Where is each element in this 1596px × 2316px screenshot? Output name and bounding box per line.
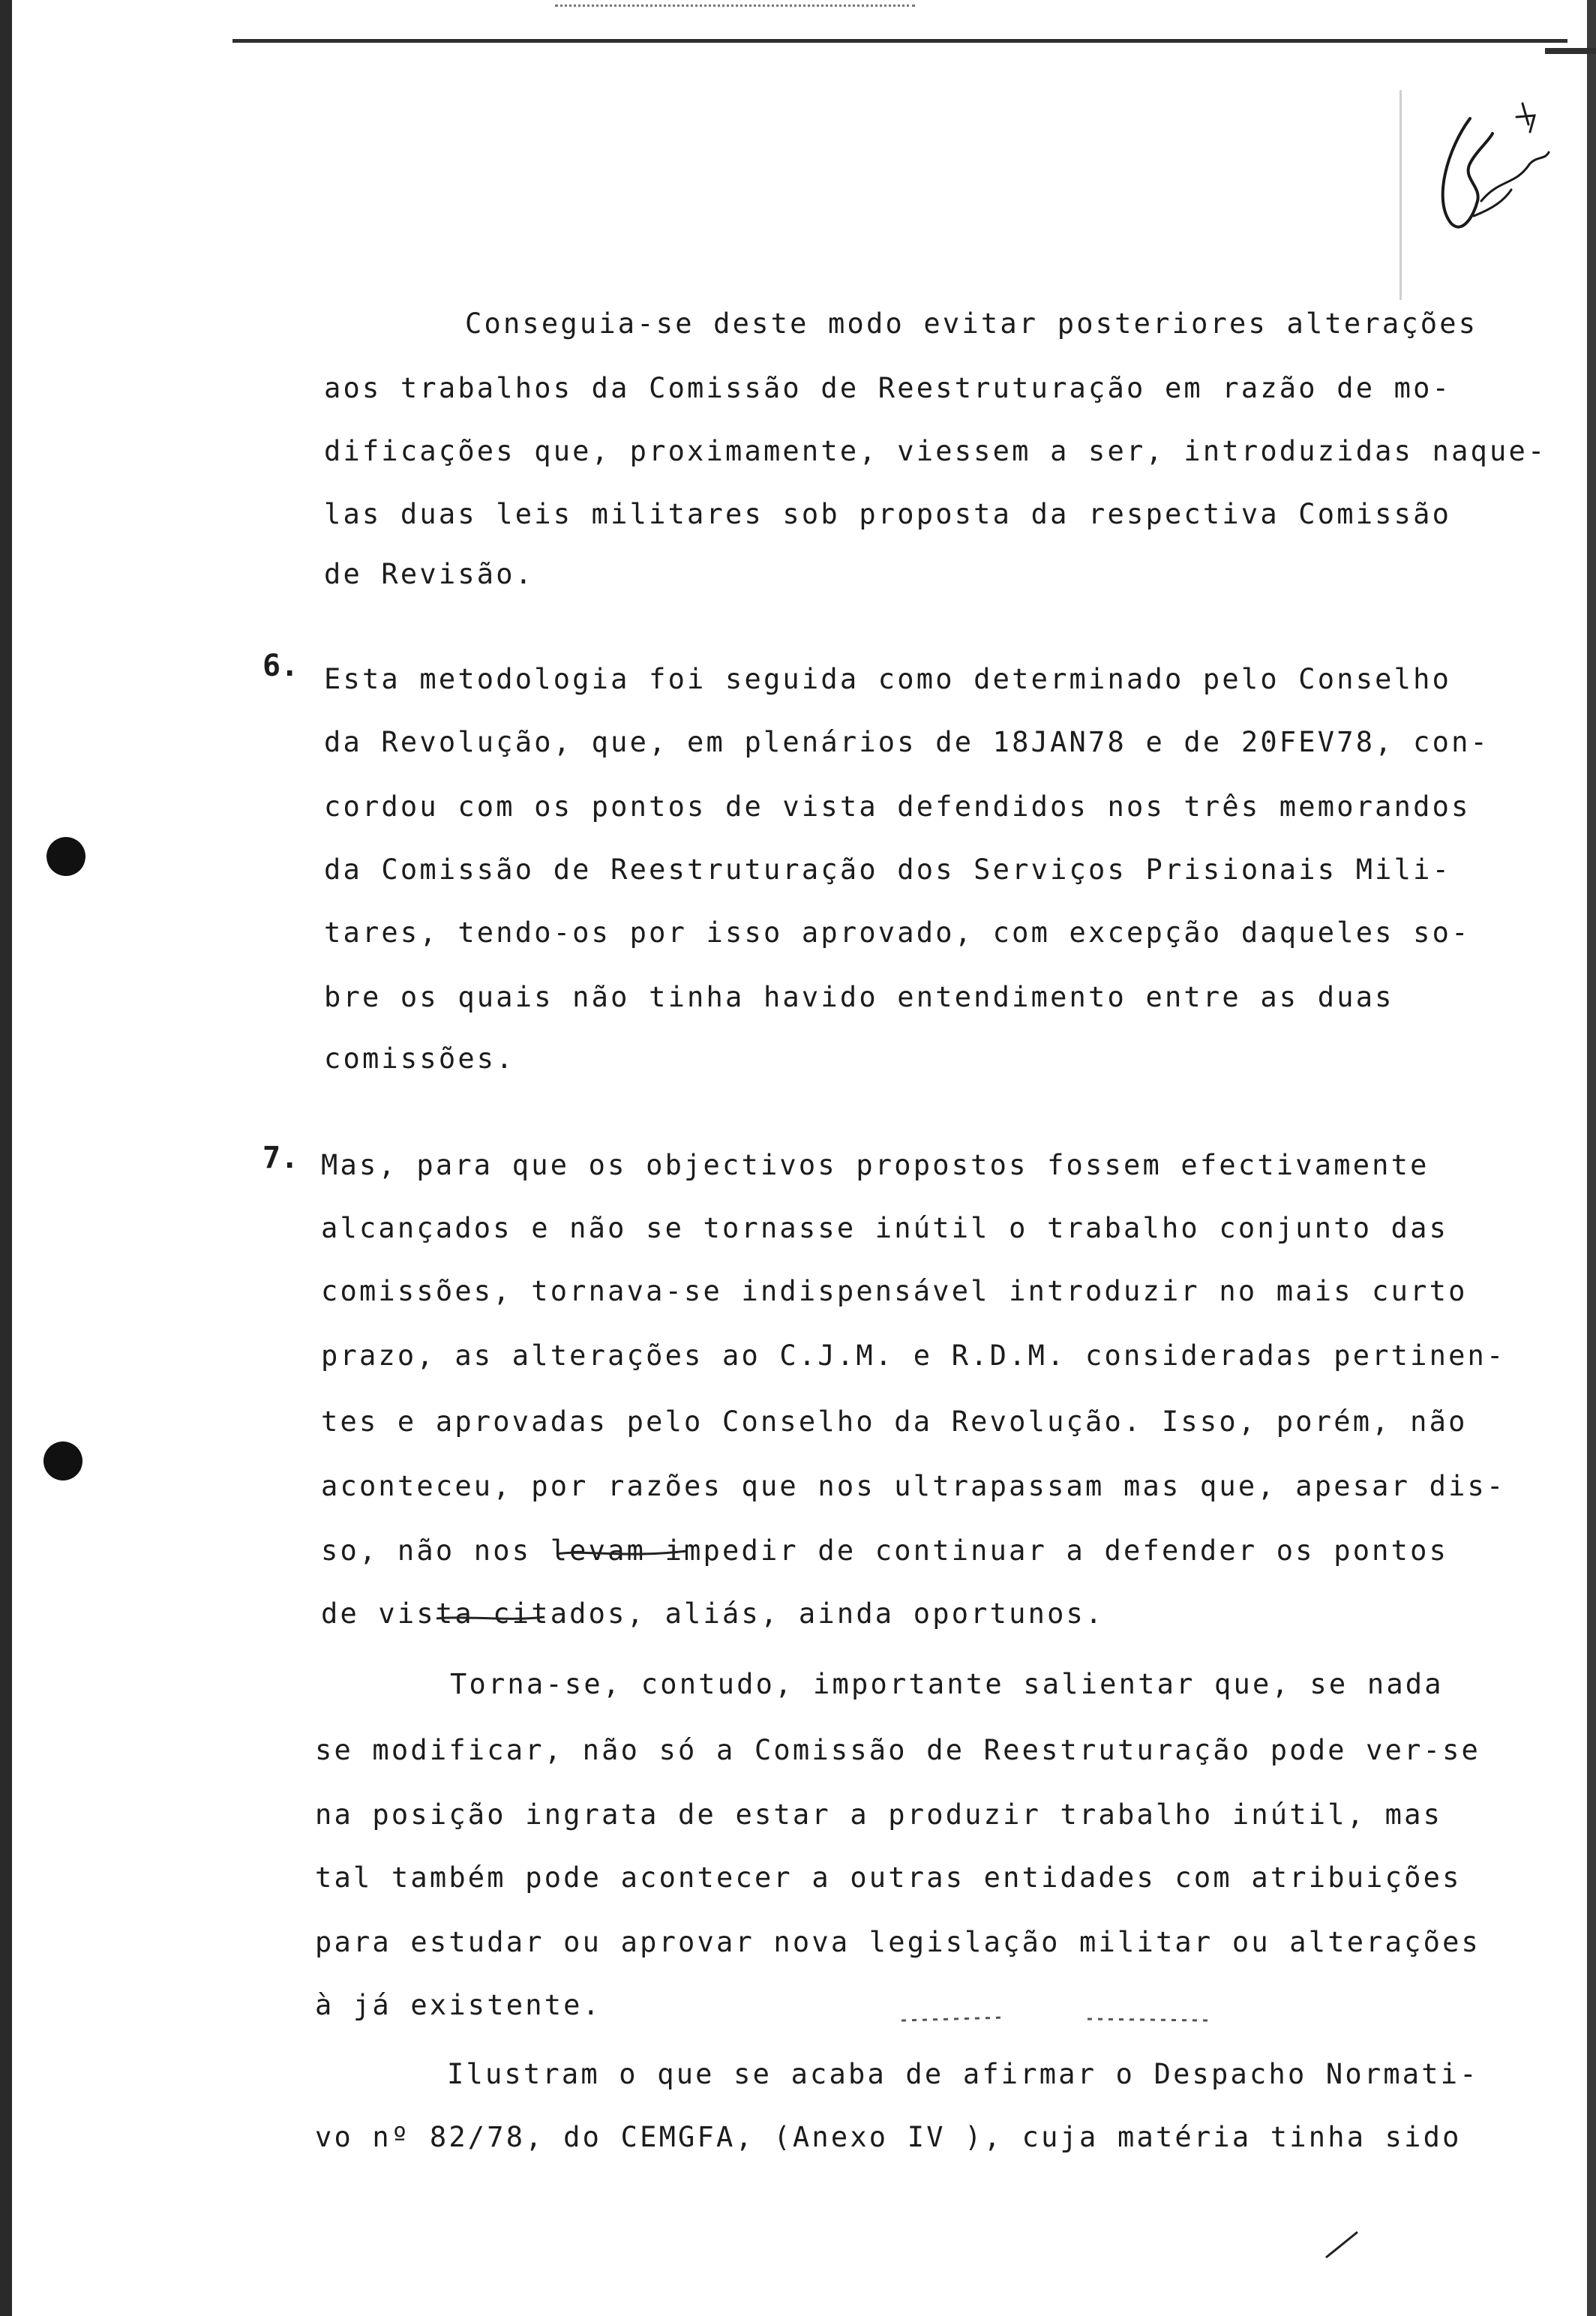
handwritten-signature xyxy=(1418,88,1568,238)
scan-left-edge xyxy=(0,0,12,2316)
text-line: da Revolução, que, em plenários de 18JAN78 e de 20FEV78, con- xyxy=(324,726,1490,758)
paragraph-number: 7. xyxy=(262,1141,299,1175)
text-line: prazo, as alterações ao C.J.M. e R.D.M. consideradas pertinen- xyxy=(321,1340,1506,1372)
text-line: aos trabalhos da Comissão de Reestruturação em razão de mo- xyxy=(324,372,1452,404)
text-line: alcançados e não se tornasse inútil o trabalho conjunto das xyxy=(321,1212,1449,1244)
strikethrough-mark xyxy=(555,1538,690,1568)
text-line: para estudar ou aprovar nova legislação militar ou alterações xyxy=(315,1926,1481,1958)
text-line: aconteceu, por razões que nos ultrapassam mas que, apesar dis- xyxy=(321,1470,1506,1502)
text-line: da Comissão de Reestruturação dos Serviços Prisionais Mili- xyxy=(324,854,1452,886)
text-line: las duas leis militares sob proposta da respectiva Comissão xyxy=(324,498,1452,530)
text-line: tal também pode acontecer a outras entidades com atribuições xyxy=(315,1862,1462,1894)
top-scan-noise xyxy=(555,4,915,9)
margin-line xyxy=(1400,90,1402,300)
punch-hole xyxy=(46,837,86,876)
text-line: Ilustram o que se acaba de afirmar o Despacho Normati- xyxy=(447,2058,1479,2090)
paragraph-number: 6. xyxy=(262,649,299,683)
text-line: bre os quais não tinha havido entendimento entre as duas xyxy=(324,981,1394,1013)
text-line: Esta metodologia foi seguida como determinado pelo Conselho xyxy=(324,663,1452,695)
text-line: na posição ingrata de estar a produzir trabalho inútil, mas xyxy=(315,1798,1443,1831)
scan-right-edge xyxy=(1587,0,1596,2316)
text-line: tes e aprovadas pelo Conselho da Revolução. Isso, porém, não xyxy=(321,1406,1468,1438)
text-line: comissões, tornava-se indispensável introduzir no mais curto xyxy=(321,1275,1468,1307)
text-line: Torna-se, contudo, importante salientar que, se nada xyxy=(450,1668,1444,1700)
text-line: dificações que, proximamente, viessem a ser, introduzidas naque- xyxy=(324,435,1547,467)
scan-smudge xyxy=(900,2010,1215,2032)
text-line: se modificar, não só a Comissão de Reestruturação pode ver-se xyxy=(315,1734,1481,1766)
text-line: so, não nos levam impedir de continuar a defender os pontos xyxy=(321,1534,1449,1567)
punch-hole xyxy=(44,1442,82,1480)
text-line: comissões. xyxy=(324,1042,515,1075)
text-line: de Revisão. xyxy=(324,558,535,590)
top-right-mark xyxy=(1545,48,1596,54)
text-line: de vista citados, aliás, ainda oportunos. xyxy=(321,1598,1105,1630)
text-line: Mas, para que os objectivos propostos fossem efectivamente xyxy=(321,1149,1430,1181)
strikethrough-mark xyxy=(435,1602,548,1632)
pen-mark xyxy=(1320,2228,1365,2265)
text-line: vo nº 82/78, do CEMGFA, (Anexo IV ), cuja matéria tinha sido xyxy=(315,2121,1462,2153)
top-rule xyxy=(232,39,1568,43)
text-line: à já existente. xyxy=(315,1989,602,2021)
text-line: Conseguia-se deste modo evitar posteriores alterações xyxy=(465,308,1478,340)
text-line: tares, tendo-os por isso aprovado, com excepção daqueles so- xyxy=(324,916,1471,949)
text-line: cordou com os pontos de vista defendidos nos três memorandos xyxy=(324,790,1471,823)
